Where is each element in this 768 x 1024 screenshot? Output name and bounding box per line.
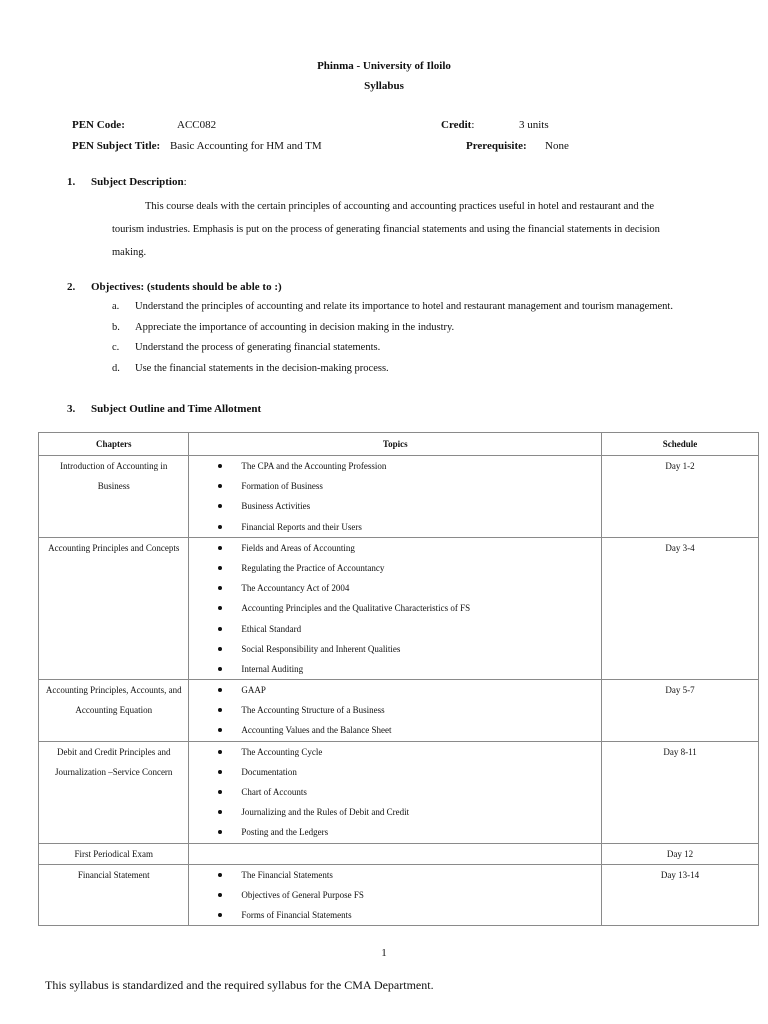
credit-field <box>441 119 474 131</box>
schedule-cell: Day 8-11 <box>602 741 759 843</box>
bullet-icon <box>218 667 222 671</box>
column-header-chapters: Chapters <box>39 433 189 456</box>
topic-text: Financial Reports and their Users <box>241 521 362 532</box>
topic-item <box>218 598 601 618</box>
chapter-cell: First Periodical Exam <box>39 843 189 864</box>
topic-text: Internal Auditing <box>241 663 304 674</box>
topic-item <box>218 700 601 720</box>
topic-item <box>218 802 601 822</box>
topic-item <box>218 619 601 639</box>
topics-list <box>189 680 601 741</box>
topic-item <box>218 680 601 700</box>
topic-text: Documentation <box>241 766 297 777</box>
section1-heading-colon: : <box>183 176 187 188</box>
topic-text: Business Activities <box>241 501 311 512</box>
schedule-cell: Day 13-14 <box>602 864 759 926</box>
bullet-icon <box>218 913 222 917</box>
schedule-cell: Day 3-4 <box>602 537 759 679</box>
topic-text: The Accountancy Act of 2004 <box>241 583 350 594</box>
topic-text: Journalizing and the Rules of Debit and Credit <box>241 807 410 818</box>
section3-heading: Subject Outline and Time Allotment <box>91 403 262 415</box>
topic-item <box>218 905 601 925</box>
description-line: tourism industries. Emphasis is put on the process of generating financial statements and using the financial statements in decision <box>112 224 660 235</box>
section2-heading: Objectives: (students should be able to :) <box>91 281 282 293</box>
topic-item <box>218 558 601 578</box>
document-title: Syllabus <box>364 80 404 92</box>
topic-text: The CPA and the Accounting Profession <box>241 461 387 471</box>
topic-text: Fields and Areas of Accounting <box>241 542 355 553</box>
bullet-icon <box>218 586 222 590</box>
table-row <box>39 680 759 742</box>
topic-item <box>218 456 601 476</box>
objective-letter: a. <box>112 301 120 312</box>
table-row <box>39 456 759 538</box>
chapter-cell: Introduction of Accounting in Business <box>39 456 189 538</box>
objective-letter: b. <box>112 321 120 333</box>
table-row <box>39 843 759 864</box>
bullet-icon <box>218 627 222 631</box>
topic-item <box>218 720 601 740</box>
topic-text: GAAP <box>241 685 266 696</box>
bullet-icon <box>218 893 222 897</box>
topics-cell <box>189 680 602 742</box>
bullet-icon <box>218 770 222 774</box>
objective-item <box>112 321 752 342</box>
bullet-icon <box>218 790 222 794</box>
topic-item <box>218 762 601 782</box>
subject-description <box>112 195 732 264</box>
topic-text: Regulating the Practice of Accountancy <box>241 562 385 573</box>
topic-text: Chart of Accounts <box>241 787 307 797</box>
prerequisite-label: Prerequisite: <box>466 140 527 152</box>
objective-text: Use the financial statements in the decision-making process. <box>135 362 389 374</box>
bullet-icon <box>218 810 222 814</box>
bullet-icon <box>218 728 222 732</box>
topic-item <box>218 639 601 659</box>
topics-list <box>189 742 601 843</box>
topics-cell <box>189 537 602 679</box>
topic-text: Accounting Values and the Balance Sheet <box>241 725 392 736</box>
bullet-icon <box>218 525 222 529</box>
footer-note: This syllabus is standardized and the required syllabus for the CMA Department. <box>45 978 434 992</box>
topic-item <box>218 496 601 516</box>
topic-item <box>218 659 601 679</box>
subject-title-label: PEN Subject Title: <box>72 140 161 152</box>
topics-cell <box>189 843 602 864</box>
topics-list <box>189 456 601 537</box>
topic-item <box>218 538 601 558</box>
bullet-icon <box>218 873 222 877</box>
credit-colon: : <box>471 119 475 131</box>
chapter-cell: Financial Statement <box>39 864 189 926</box>
section1-heading <box>91 176 187 188</box>
objective-text: Understand the principles of accounting and relate its importance to hotel and restaurant management and tourism management. <box>135 301 673 312</box>
topic-text: Posting and the Ledgers <box>241 827 329 838</box>
page-number: 1 <box>381 947 387 959</box>
topic-item <box>218 476 601 496</box>
objective-text: Understand the process of generating financial statements. <box>135 342 381 353</box>
topic-item <box>218 885 601 905</box>
credit-label: Credit <box>441 119 472 131</box>
chapter-cell: Debit and Credit Principles and Journalization –Service Concern <box>39 741 189 843</box>
topic-text: Objectives of General Purpose FS <box>241 889 364 900</box>
topic-text: Social Responsibility and Inherent Qualities <box>241 643 401 654</box>
objective-letter: d. <box>112 362 120 374</box>
institution-title: Phinma - University of Iloilo <box>317 60 451 72</box>
section1-number: 1. <box>67 176 76 188</box>
bullet-icon <box>218 688 222 692</box>
bullet-icon <box>218 647 222 651</box>
bullet-icon <box>218 830 222 834</box>
bullet-icon <box>218 750 222 754</box>
objective-text: Appreciate the importance of accounting in decision making in the industry. <box>135 321 455 333</box>
pen-code-label: PEN Code: <box>72 119 125 131</box>
table-row <box>39 537 759 679</box>
objectives-list <box>112 300 752 382</box>
topic-text: The Financial Statements <box>241 869 333 880</box>
topic-item <box>218 865 601 885</box>
description-line: This course deals with the certain principles of accounting and accounting practices useful in hotel and restaurant and the <box>145 201 655 212</box>
table-row <box>39 864 759 926</box>
column-header-schedule: Schedule <box>602 433 759 456</box>
topics-cell <box>189 864 602 926</box>
schedule-cell: Day 1-2 <box>602 456 759 538</box>
schedule-cell: Day 12 <box>602 843 759 864</box>
chapter-cell: Accounting Principles and Concepts <box>39 537 189 679</box>
topic-item <box>218 822 601 842</box>
bullet-icon <box>218 464 222 468</box>
credit-value: 3 units <box>519 119 549 131</box>
bullet-icon <box>218 546 222 550</box>
topic-text: Forms of Financial Statements <box>241 910 352 921</box>
topics-cell <box>189 456 602 538</box>
topics-list <box>189 538 601 679</box>
section1-heading-text: Subject Description <box>91 176 184 188</box>
objective-item <box>112 300 752 321</box>
topics-list <box>189 865 601 926</box>
schedule-cell: Day 5-7 <box>602 680 759 742</box>
bullet-icon <box>218 708 222 712</box>
chapter-cell: Accounting Principles, Accounts, and Accounting Equation <box>39 680 189 742</box>
topic-item <box>218 578 601 598</box>
topic-text: Formation of Business <box>241 481 323 492</box>
table-header-row <box>39 433 759 456</box>
topic-text: Accounting Principles and the Qualitative Characteristics of FS <box>241 603 471 614</box>
topic-item <box>218 517 601 537</box>
bullet-icon <box>218 606 222 610</box>
subject-title-value: Basic Accounting for HM and TM <box>170 140 322 152</box>
table-body <box>39 456 759 926</box>
table-row <box>39 741 759 843</box>
bullet-icon <box>218 566 222 570</box>
topic-text: The Accounting Structure of a Business <box>241 705 385 716</box>
topic-item <box>218 782 601 802</box>
column-header-topics: Topics <box>189 433 602 456</box>
topic-text: The Accounting Cycle <box>241 746 323 757</box>
subject-outline-table <box>38 432 759 926</box>
section3-number: 3. <box>67 403 76 415</box>
description-line: making. <box>112 247 147 258</box>
objective-item <box>112 362 752 383</box>
bullet-icon <box>218 504 222 508</box>
objective-item <box>112 341 752 362</box>
topics-cell <box>189 741 602 843</box>
prerequisite-value: None <box>545 140 569 152</box>
section2-number: 2. <box>67 281 76 293</box>
objective-letter: c. <box>112 342 120 353</box>
topic-text: Ethical Standard <box>241 623 302 634</box>
pen-code-value: ACC082 <box>177 119 217 131</box>
topic-item <box>218 742 601 762</box>
bullet-icon <box>218 484 222 488</box>
